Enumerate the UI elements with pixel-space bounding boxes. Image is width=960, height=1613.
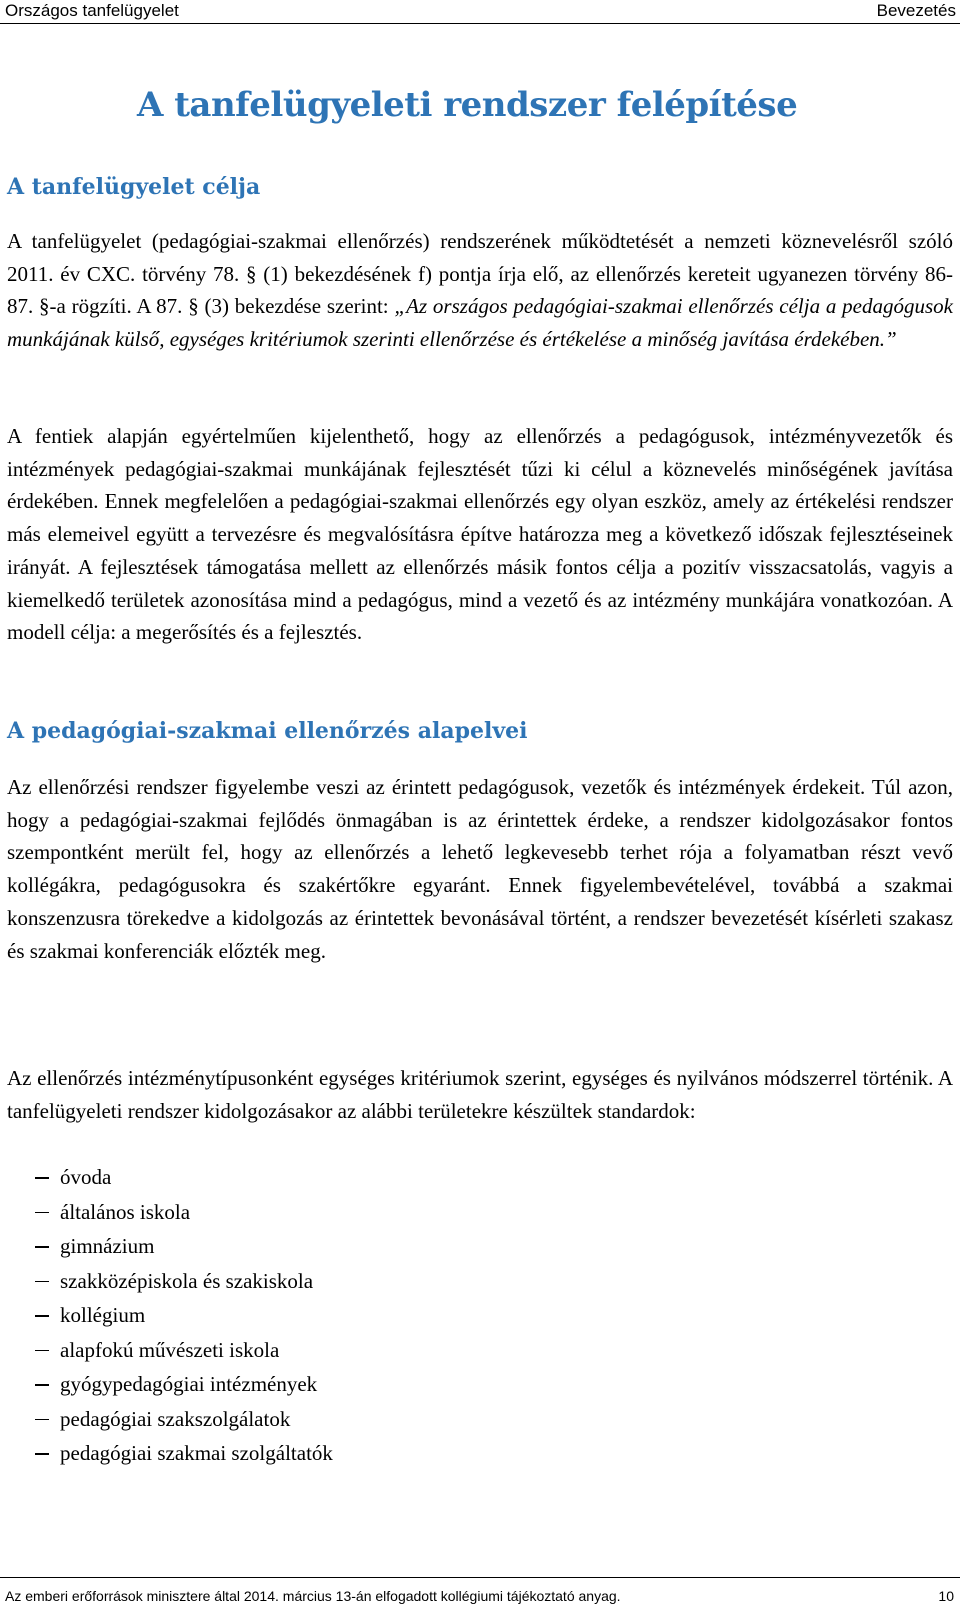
header-left-text: Országos tanfelügyelet xyxy=(5,1,179,20)
page-footer xyxy=(0,1577,960,1613)
section-heading-goal: A tanfelügyelet célja xyxy=(7,174,261,200)
list-item: gyógypedagógiai intézmények xyxy=(7,1367,333,1402)
standards-intro-paragraph: Az ellenőrzés intézménytípusonként egységes kritériumok szerint, egységes és nyilvános módszerrel történik. A tanfelügyeleti rendszer kidolgozásakor az alábbi területekre készültek standardok: xyxy=(7,1066,953,1123)
list-item: általános iskola xyxy=(7,1195,333,1230)
dash-bullet-icon xyxy=(35,1350,49,1352)
goal-intro-text: A tanfelügyelet (pedagógiai-szakmai ellenőrzés) rendszerének működtetését a nemzeti köznevelésről szóló 2011. év CXC. törvény 78. § (1) bekezdésének f) pontja írja elő, az ellenőrzés kereteit ugyanezen törvény 86-87. §-a rögzíti. A 87. § (3) bekezdése szerint: xyxy=(7,229,953,319)
list-item: gimnázium xyxy=(7,1229,333,1264)
institution-type-list xyxy=(7,1160,333,1471)
goal-explanation-paragraph: A fentiek alapján egyértelműen kijelenthető, hogy az ellenőrzés a pedagógusok, intézményvezetők és intézmények pedagógiai-szakmai munkájának fejlesztését tűzi ki célul a köznevelés minőségének javítása érdekében. Ennek megfelelően a pedagógiai-szakmai ellenőrzés egy olyan eszköz, amely az értékelési rendszer más elemeivel együtt a tervezésre és megvalósításra építve határozza meg a következő időszak fejlesztéseinek irányát. A fejlesztések támogatása mellett az ellenőrzés másik fontos célja a pozitív visszacsatolás, vagyis a kiemelkedő területek azonosítása mind a pedagógus, mind a vezető és az intézmény munkájára vonatkozóan. A modell célja: a megerősítés és a fejlesztés. xyxy=(7,424,953,645)
page-title: A tanfelügyeleti rendszer felépítése xyxy=(137,85,798,125)
dash-bullet-icon xyxy=(35,1281,49,1283)
page-header xyxy=(0,0,960,24)
footer-text: Az emberi erőforrások minisztere által 2014. március 13-án elfogadott kollégiumi tájékoztató anyag. xyxy=(5,1588,621,1604)
goal-paragraph xyxy=(7,225,953,356)
list-item: pedagógiai szakmai szolgáltatók xyxy=(7,1436,333,1471)
dash-bullet-icon xyxy=(35,1246,49,1248)
section-heading-principles: A pedagógiai-szakmai ellenőrzés alapelvei xyxy=(7,718,528,744)
dash-bullet-icon xyxy=(35,1212,49,1214)
header-rule xyxy=(0,23,960,24)
principles-paragraph: Az ellenőrzési rendszer figyelembe veszi az érintett pedagógusok, vezetők és intézmények érdekeit. Túl azon, hogy a pedagógiai-szakmai fejlődés önmagában is az érintettek érdeke, a rendszer kidolgozásakor fontos szempontként merült fel, hogy az ellenőrzés a lehető legkevesebb terhet rója a folyamatban részt vevő kollégákra, pedagógusokra és szakértőkre egyaránt. Ennek figyelembevételével, továbbá a szakmai konszenzusra törekedve a kidolgozás az érintettek bevonásával történt, a rendszer bevezetését kísérleti szakasz és szakmai konferenciák előzték meg. xyxy=(7,775,953,963)
footer-rule xyxy=(0,1577,960,1578)
dash-bullet-icon xyxy=(35,1384,49,1386)
list-item: pedagógiai szakszolgálatok xyxy=(7,1402,333,1437)
list-item: szakközépiskola és szakiskola xyxy=(7,1264,333,1299)
header-right-text: Bevezetés xyxy=(876,1,956,20)
page-number: 10 xyxy=(938,1588,954,1604)
dash-bullet-icon xyxy=(35,1453,49,1455)
dash-bullet-icon xyxy=(35,1419,49,1421)
list-item: alapfokú művészeti iskola xyxy=(7,1333,333,1368)
dash-bullet-icon xyxy=(35,1315,49,1317)
dash-bullet-icon xyxy=(35,1177,49,1179)
list-item: óvoda xyxy=(7,1160,333,1195)
law-quote: „Az országos pedagógiai-szakmai ellenőrzés célja a pedagógusok munkájának külső, egységes kritériumok szerinti ellenőrzése és értékelése a minőség javítása érdekében.” xyxy=(7,294,953,352)
list-item: kollégium xyxy=(7,1298,333,1333)
